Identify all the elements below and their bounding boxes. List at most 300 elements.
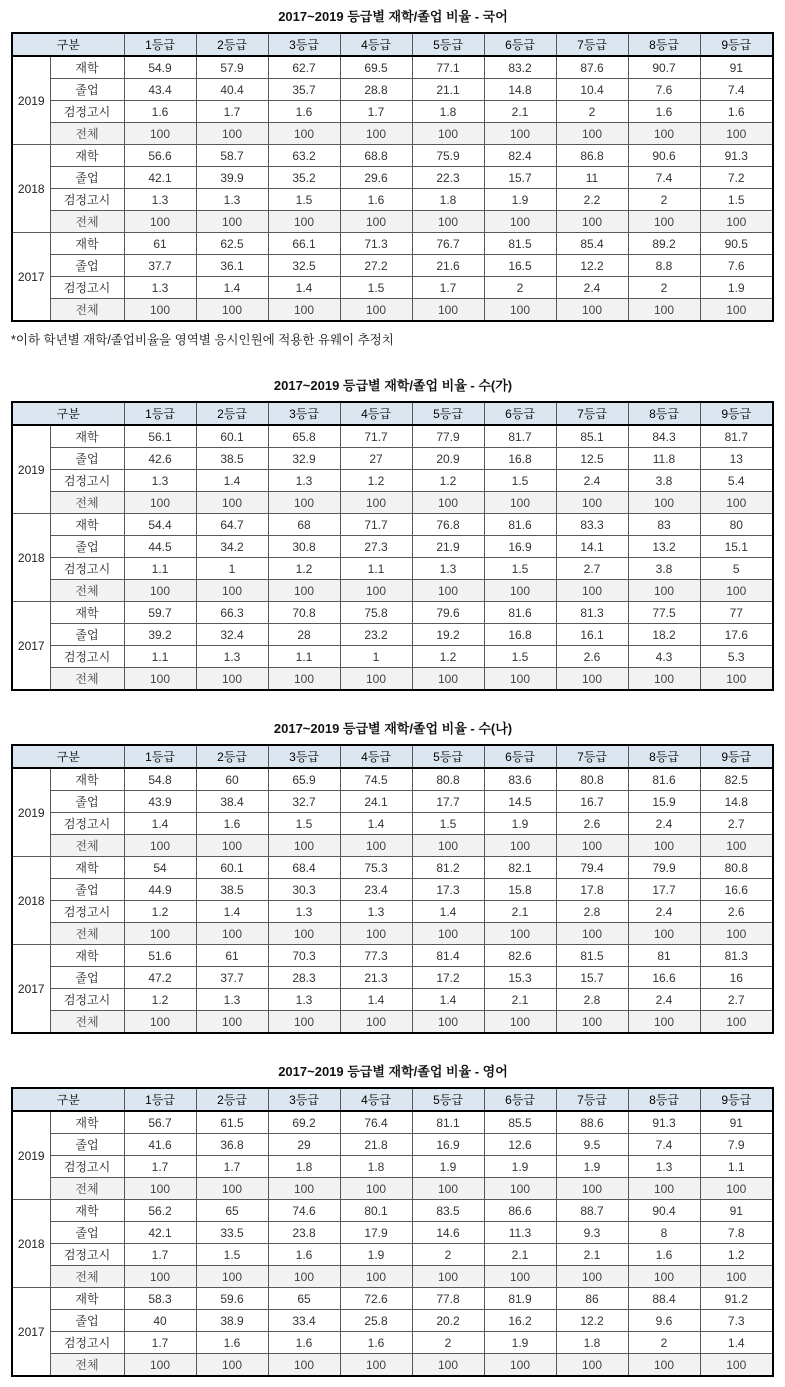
data-cell: 12.2 [556, 255, 628, 277]
data-cell: 1.4 [700, 1332, 773, 1354]
data-cell: 100 [484, 299, 556, 322]
year-cell: 2019 [12, 56, 50, 145]
data-cell: 1.2 [124, 901, 196, 923]
data-cell: 100 [268, 1354, 340, 1377]
row-label: 재학 [50, 56, 124, 79]
table-row [12, 989, 773, 1011]
column-header-gubun: 구분 [12, 402, 124, 425]
data-cell: 91.2 [700, 1288, 773, 1310]
data-cell: 8 [628, 1222, 700, 1244]
table-row [12, 768, 773, 791]
data-cell: 100 [628, 1266, 700, 1288]
data-cell: 100 [124, 1011, 196, 1034]
data-cell: 27 [340, 448, 412, 470]
data-cell: 100 [196, 580, 268, 602]
data-cell: 16.1 [556, 624, 628, 646]
row-label: 전체 [50, 835, 124, 857]
data-cell: 17.7 [628, 879, 700, 901]
row-label: 졸업 [50, 536, 124, 558]
table-row [12, 835, 773, 857]
footnote: *이하 학년별 재학/졸업비율을 영역별 응시인원에 적용한 유웨이 추정치 [11, 333, 394, 347]
data-cell: 9.5 [556, 1134, 628, 1156]
data-cell: 17.2 [412, 967, 484, 989]
data-cell: 100 [196, 1266, 268, 1288]
data-cell: 60 [196, 768, 268, 791]
data-cell: 30.3 [268, 879, 340, 901]
data-cell: 100 [700, 492, 773, 514]
data-cell: 77.3 [340, 945, 412, 967]
data-cell: 91 [700, 1111, 773, 1134]
data-cell: 90.7 [628, 56, 700, 79]
data-cell: 68.4 [268, 857, 340, 879]
data-cell: 100 [196, 668, 268, 691]
row-label: 전체 [50, 923, 124, 945]
data-cell: 37.7 [124, 255, 196, 277]
data-cell: 32.5 [268, 255, 340, 277]
data-cell: 81.3 [556, 602, 628, 624]
data-cell: 81.4 [412, 945, 484, 967]
row-label: 졸업 [50, 167, 124, 189]
data-cell: 7.8 [700, 1222, 773, 1244]
row-label: 전체 [50, 1354, 124, 1377]
data-cell: 83.5 [412, 1200, 484, 1222]
year-cell: 2017 [12, 945, 50, 1034]
row-label: 재학 [50, 768, 124, 791]
data-cell: 100 [124, 211, 196, 233]
data-cell: 100 [124, 923, 196, 945]
data-cell: 83 [628, 514, 700, 536]
data-cell: 16.6 [700, 879, 773, 901]
table-row [12, 492, 773, 514]
data-cell: 100 [340, 1354, 412, 1377]
data-cell: 86.6 [484, 1200, 556, 1222]
data-cell: 100 [196, 1178, 268, 1200]
table-row [12, 189, 773, 211]
data-cell: 1.6 [628, 1244, 700, 1266]
data-cell: 33.5 [196, 1222, 268, 1244]
year-cell: 2019 [12, 768, 50, 857]
data-cell: 13 [700, 448, 773, 470]
data-cell: 100 [268, 923, 340, 945]
data-cell: 100 [340, 211, 412, 233]
table-row [12, 857, 773, 879]
table-row [12, 145, 773, 167]
data-cell: 1 [196, 558, 268, 580]
table-row [12, 123, 773, 145]
data-cell: 1.7 [124, 1332, 196, 1354]
data-cell: 100 [484, 1354, 556, 1377]
year-cell: 2018 [12, 857, 50, 945]
data-cell: 1.4 [196, 901, 268, 923]
data-cell: 81.5 [556, 945, 628, 967]
data-cell: 1.5 [700, 189, 773, 211]
data-cell: 41.6 [124, 1134, 196, 1156]
data-cell: 100 [628, 835, 700, 857]
data-cell: 100 [268, 492, 340, 514]
row-label: 재학 [50, 233, 124, 255]
data-cell: 100 [340, 299, 412, 322]
data-cell: 1.8 [556, 1332, 628, 1354]
column-header-grade: 6등급 [484, 402, 556, 425]
table-section [11, 6, 775, 348]
data-cell: 54.8 [124, 768, 196, 791]
data-cell: 100 [124, 1354, 196, 1377]
data-cell: 2.1 [484, 901, 556, 923]
data-cell: 7.4 [628, 1134, 700, 1156]
data-cell: 60.1 [196, 857, 268, 879]
year-cell: 2019 [12, 1111, 50, 1200]
table-title: 2017~2019 등급별 재학/졸업 비율 - 수(가) [273, 378, 513, 393]
data-cell: 100 [484, 1178, 556, 1200]
data-cell: 100 [340, 580, 412, 602]
data-cell: 81 [628, 945, 700, 967]
data-cell: 100 [484, 492, 556, 514]
data-cell: 100 [196, 211, 268, 233]
data-cell: 81.6 [484, 602, 556, 624]
data-cell: 32.9 [268, 448, 340, 470]
data-cell: 79.9 [628, 857, 700, 879]
data-cell: 70.8 [268, 602, 340, 624]
data-cell: 81.3 [700, 945, 773, 967]
data-cell: 1.8 [340, 1156, 412, 1178]
header-row [12, 745, 773, 768]
data-cell: 82.4 [484, 145, 556, 167]
grade-table [11, 744, 774, 1034]
data-cell: 2.1 [484, 101, 556, 123]
column-header-grade: 3등급 [268, 33, 340, 56]
data-cell: 66.1 [268, 233, 340, 255]
data-cell: 17.3 [412, 879, 484, 901]
data-cell: 1.7 [196, 1156, 268, 1178]
table-row [12, 514, 773, 536]
data-cell: 1.2 [412, 470, 484, 492]
data-cell: 68 [268, 514, 340, 536]
data-cell: 100 [700, 1266, 773, 1288]
data-cell: 1.8 [412, 189, 484, 211]
data-cell: 1.2 [700, 1244, 773, 1266]
data-cell: 71.3 [340, 233, 412, 255]
data-cell: 14.8 [484, 79, 556, 101]
data-cell: 44.9 [124, 879, 196, 901]
data-cell: 43.4 [124, 79, 196, 101]
data-cell: 81.9 [484, 1288, 556, 1310]
row-label: 전체 [50, 1011, 124, 1034]
data-cell: 80.8 [556, 768, 628, 791]
column-header-grade: 6등급 [484, 33, 556, 56]
data-cell: 3.8 [628, 558, 700, 580]
data-cell: 1.3 [124, 277, 196, 299]
data-cell: 81.6 [628, 768, 700, 791]
table-section [11, 1061, 775, 1377]
data-cell: 36.8 [196, 1134, 268, 1156]
data-cell: 100 [196, 123, 268, 145]
data-cell: 59.6 [196, 1288, 268, 1310]
year-cell: 2018 [12, 145, 50, 233]
data-cell: 71.7 [340, 514, 412, 536]
data-cell: 16.9 [412, 1134, 484, 1156]
data-cell: 33.4 [268, 1310, 340, 1332]
data-cell: 100 [484, 123, 556, 145]
data-cell: 1.3 [268, 470, 340, 492]
column-header-grade: 7등급 [556, 1088, 628, 1111]
data-cell: 100 [556, 123, 628, 145]
data-cell: 100 [412, 1354, 484, 1377]
row-label: 졸업 [50, 791, 124, 813]
data-cell: 2 [628, 1332, 700, 1354]
data-cell: 1.6 [340, 189, 412, 211]
data-cell: 7.6 [628, 79, 700, 101]
data-cell: 87.6 [556, 56, 628, 79]
data-cell: 5.3 [700, 646, 773, 668]
data-cell: 77.5 [628, 602, 700, 624]
data-cell: 14.5 [484, 791, 556, 813]
data-cell: 100 [124, 299, 196, 322]
row-label: 검정고시 [50, 558, 124, 580]
data-cell: 81.2 [412, 857, 484, 879]
data-cell: 61.5 [196, 1111, 268, 1134]
table-row [12, 1134, 773, 1156]
data-cell: 1.5 [484, 470, 556, 492]
data-cell: 43.9 [124, 791, 196, 813]
data-cell: 100 [124, 668, 196, 691]
data-cell: 100 [700, 835, 773, 857]
column-header-grade: 9등급 [700, 402, 773, 425]
data-cell: 80.1 [340, 1200, 412, 1222]
data-cell: 16.8 [484, 624, 556, 646]
data-cell: 65 [268, 1288, 340, 1310]
data-cell: 100 [196, 1011, 268, 1034]
table-row [12, 1244, 773, 1266]
data-cell: 100 [556, 1178, 628, 1200]
data-cell: 2.4 [556, 470, 628, 492]
data-cell: 72.6 [340, 1288, 412, 1310]
data-cell: 100 [268, 123, 340, 145]
data-cell: 7.4 [628, 167, 700, 189]
data-cell: 42.6 [124, 448, 196, 470]
table-title: 2017~2019 등급별 재학/졸업 비율 - 수(나) [273, 721, 513, 736]
data-cell: 1.1 [124, 646, 196, 668]
data-cell: 47.2 [124, 967, 196, 989]
data-cell: 1.9 [484, 813, 556, 835]
data-cell: 32.7 [268, 791, 340, 813]
data-cell: 64.7 [196, 514, 268, 536]
data-cell: 1 [340, 646, 412, 668]
data-cell: 100 [412, 492, 484, 514]
data-cell: 100 [556, 835, 628, 857]
data-cell: 1.3 [340, 901, 412, 923]
data-cell: 2 [484, 277, 556, 299]
column-header-grade: 2등급 [196, 745, 268, 768]
data-cell: 77.8 [412, 1288, 484, 1310]
row-label: 졸업 [50, 1134, 124, 1156]
row-label: 검정고시 [50, 901, 124, 923]
data-cell: 7.9 [700, 1134, 773, 1156]
data-cell: 100 [700, 668, 773, 691]
data-cell: 1.1 [700, 1156, 773, 1178]
data-cell: 17.8 [556, 879, 628, 901]
table-row [12, 1266, 773, 1288]
table-row [12, 1354, 773, 1377]
data-cell: 100 [700, 1178, 773, 1200]
table-title: 2017~2019 등급별 재학/졸업 비율 - 국어 [278, 9, 508, 24]
data-cell: 2.7 [700, 813, 773, 835]
data-cell: 1.9 [412, 1156, 484, 1178]
data-cell: 1.5 [196, 1244, 268, 1266]
data-cell: 30.8 [268, 536, 340, 558]
data-cell: 15.9 [628, 791, 700, 813]
data-cell: 2 [412, 1244, 484, 1266]
data-cell: 71.7 [340, 425, 412, 448]
data-cell: 77 [700, 602, 773, 624]
data-cell: 11.3 [484, 1222, 556, 1244]
data-cell: 76.7 [412, 233, 484, 255]
grade-table [11, 1087, 774, 1377]
column-header-grade: 6등급 [484, 1088, 556, 1111]
row-label: 검정고시 [50, 101, 124, 123]
table-row [12, 448, 773, 470]
data-cell: 44.5 [124, 536, 196, 558]
year-cell: 2017 [12, 602, 50, 691]
data-cell: 65 [196, 1200, 268, 1222]
data-cell: 77.1 [412, 56, 484, 79]
data-cell: 1.4 [412, 989, 484, 1011]
data-cell: 4.3 [628, 646, 700, 668]
data-cell: 1.4 [268, 277, 340, 299]
row-label: 전체 [50, 1266, 124, 1288]
column-header-gubun: 구분 [12, 33, 124, 56]
data-cell: 2.4 [556, 277, 628, 299]
row-label: 졸업 [50, 967, 124, 989]
data-cell: 81.7 [700, 425, 773, 448]
data-cell: 69.2 [268, 1111, 340, 1134]
data-cell: 100 [700, 123, 773, 145]
data-cell: 61 [124, 233, 196, 255]
data-cell: 62.5 [196, 233, 268, 255]
data-cell: 100 [340, 492, 412, 514]
data-cell: 100 [628, 668, 700, 691]
data-cell: 88.4 [628, 1288, 700, 1310]
data-cell: 100 [340, 1011, 412, 1034]
data-cell: 100 [412, 1011, 484, 1034]
data-cell: 100 [268, 299, 340, 322]
data-cell: 85.4 [556, 233, 628, 255]
data-cell: 5 [700, 558, 773, 580]
data-cell: 16.7 [556, 791, 628, 813]
data-cell: 81.5 [484, 233, 556, 255]
data-cell: 76.8 [412, 514, 484, 536]
data-cell: 84.3 [628, 425, 700, 448]
data-cell: 1.9 [556, 1156, 628, 1178]
data-cell: 59.7 [124, 602, 196, 624]
row-label: 재학 [50, 1111, 124, 1134]
data-cell: 14.8 [700, 791, 773, 813]
data-cell: 100 [412, 668, 484, 691]
data-cell: 82.1 [484, 857, 556, 879]
data-cell: 82.6 [484, 945, 556, 967]
data-cell: 100 [628, 211, 700, 233]
data-cell: 100 [628, 1178, 700, 1200]
data-cell: 20.9 [412, 448, 484, 470]
data-cell: 21.6 [412, 255, 484, 277]
data-cell: 1.6 [196, 1332, 268, 1354]
data-cell: 85.1 [556, 425, 628, 448]
data-cell: 100 [556, 1266, 628, 1288]
header-row [12, 33, 773, 56]
data-cell: 54.4 [124, 514, 196, 536]
data-cell: 1.2 [340, 470, 412, 492]
data-cell: 91 [700, 1200, 773, 1222]
column-header-grade: 5등급 [412, 33, 484, 56]
row-label: 전체 [50, 211, 124, 233]
table-row [12, 277, 773, 299]
data-cell: 22.3 [412, 167, 484, 189]
column-header-grade: 5등급 [412, 402, 484, 425]
table-row [12, 1222, 773, 1244]
table-row [12, 1332, 773, 1354]
data-cell: 20.2 [412, 1310, 484, 1332]
data-cell: 100 [412, 299, 484, 322]
data-cell: 90.5 [700, 233, 773, 255]
data-cell: 66.3 [196, 602, 268, 624]
data-cell: 100 [484, 835, 556, 857]
data-cell: 82.5 [700, 768, 773, 791]
data-cell: 74.5 [340, 768, 412, 791]
data-cell: 1.4 [196, 470, 268, 492]
data-cell: 1.7 [196, 101, 268, 123]
data-cell: 17.6 [700, 624, 773, 646]
data-cell: 1.4 [412, 901, 484, 923]
data-cell: 1.4 [340, 989, 412, 1011]
data-cell: 1.5 [412, 813, 484, 835]
data-cell: 1.6 [196, 813, 268, 835]
column-header-grade: 4등급 [340, 402, 412, 425]
data-cell: 13.2 [628, 536, 700, 558]
data-cell: 29.6 [340, 167, 412, 189]
data-cell: 1.5 [484, 646, 556, 668]
data-cell: 29 [268, 1134, 340, 1156]
data-cell: 100 [268, 1011, 340, 1034]
data-cell: 100 [340, 123, 412, 145]
column-header-grade: 6등급 [484, 745, 556, 768]
column-header-grade: 4등급 [340, 1088, 412, 1111]
table-row [12, 923, 773, 945]
data-cell: 16.2 [484, 1310, 556, 1332]
data-cell: 1.2 [124, 989, 196, 1011]
data-cell: 100 [484, 668, 556, 691]
row-label: 검정고시 [50, 189, 124, 211]
row-label: 검정고시 [50, 1156, 124, 1178]
data-cell: 1.2 [412, 646, 484, 668]
data-cell: 28.3 [268, 967, 340, 989]
row-label: 전체 [50, 123, 124, 145]
data-cell: 40 [124, 1310, 196, 1332]
data-cell: 12.2 [556, 1310, 628, 1332]
data-cell: 54 [124, 857, 196, 879]
data-cell: 1.9 [484, 189, 556, 211]
data-cell: 2.6 [556, 813, 628, 835]
data-cell: 1.2 [268, 558, 340, 580]
column-header-grade: 1등급 [124, 745, 196, 768]
row-label: 졸업 [50, 255, 124, 277]
data-cell: 90.4 [628, 1200, 700, 1222]
data-cell: 1.3 [268, 989, 340, 1011]
data-cell: 61 [196, 945, 268, 967]
data-cell: 2.1 [556, 1244, 628, 1266]
data-cell: 5.4 [700, 470, 773, 492]
data-cell: 100 [484, 1011, 556, 1034]
data-cell: 1.3 [124, 189, 196, 211]
data-cell: 1.4 [196, 277, 268, 299]
